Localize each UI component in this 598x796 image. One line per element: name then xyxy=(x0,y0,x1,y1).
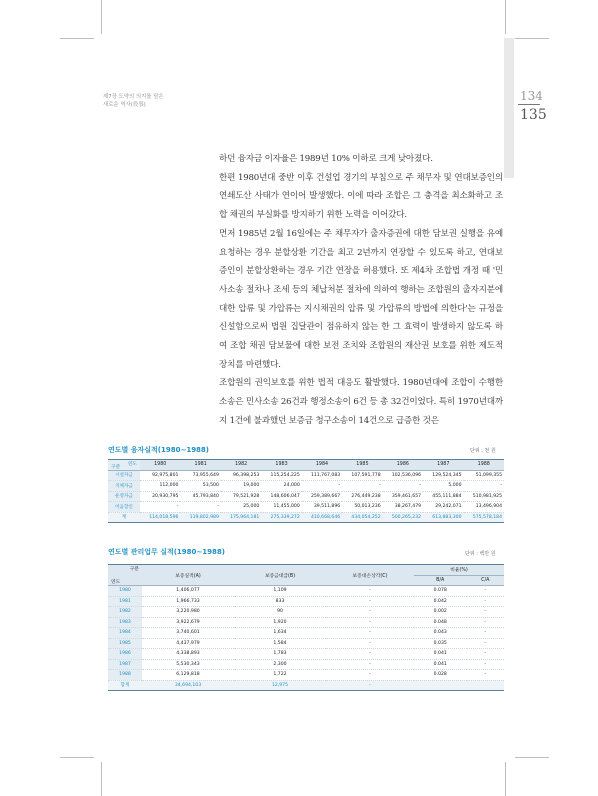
paragraph-1: 하던 융자금 이자율은 1989년 10% 이하로 크게 낮아졌다. xyxy=(219,154,433,164)
table-cell: 12,975 xyxy=(234,680,326,691)
management-results-table xyxy=(108,564,504,691)
table-row xyxy=(108,470,504,481)
row-label: 1982 xyxy=(108,607,142,618)
loan-results-table xyxy=(108,459,504,523)
table-cell: 0.002 xyxy=(414,607,467,618)
table1-header-row xyxy=(108,460,504,471)
column-header-ba: B/A xyxy=(414,575,467,586)
table-cell: 24,000 xyxy=(261,481,301,492)
table-cell: 6,129,818 xyxy=(142,670,234,681)
table-cell: 38,267,479 xyxy=(383,502,423,513)
table-row xyxy=(108,502,504,513)
table-cell: 50,013,236 xyxy=(342,502,382,513)
paragraph-2: 한편 1980년대 중반 이후 건설업 경기의 부침으로 주 채무자 및 연대보증인의 연쇄도산 사태가 연이어 발생했다. 이에 따라 조합은 그 충격을 최소화하고 조합 채권의 부실화를 방지하기 위한 노력을 이어갔다. xyxy=(219,172,503,221)
table2-corner xyxy=(108,565,142,586)
table-total-row xyxy=(108,680,504,691)
row-label: 운영자금 xyxy=(108,491,140,502)
table2-title: 연도별 관리업무 실적(1980~1988) xyxy=(108,548,225,556)
table-cell: 3,740,601 xyxy=(142,628,234,639)
table-cell: - xyxy=(326,670,414,681)
row-label: 1985 xyxy=(108,638,142,649)
table-cell: 92,975,801 xyxy=(140,470,180,481)
table-cell: - xyxy=(467,670,505,681)
crop-mark-top-left-h xyxy=(60,38,94,39)
paragraph-4: 조합원의 권익보호를 위한 법적 대응도 활발했다. 1980년대에 조합이 수행한 소송은 민사소송 26건과 행정소송이 6건 등 총 32건이었다. 특히 1970년대까지 1건에 불과했던 보증금 청구소송이 14건으로 급증한 것은 xyxy=(219,378,503,426)
table-cell: - xyxy=(140,502,180,513)
crop-mark-bottom-left-v xyxy=(101,762,102,796)
table-cell: 510,981,925 xyxy=(464,491,505,502)
table-cell: 20,930,795 xyxy=(140,491,180,502)
table-row xyxy=(108,607,504,618)
table1-corner xyxy=(108,460,140,471)
table-row xyxy=(108,670,504,681)
row-label: 1983 xyxy=(108,617,142,628)
paragraph-3: 먼저 1985년 2월 16일에는 주 채무자가 출자증권에 대한 담보권 실행을 유예 요청하는 경우 분할상환 기간을 최고 2년까지 연장할 수 있도록 하고, 연대보증인이 분할상환하는 경우 기간 연장을 허용했다. 또 제4차 조합법 개정 때 '민사소송 절차나 조세 등의 체납처분 절차에 의하여 행하는 조합원의 출자지분에 대한 압류 및 가압류는 지시채권의 압류 및 가압류의 방법에 의한다'는 규정을 신설함으로써 법원 집달관이 점유하지 않는 한 그 효력이 발생하지 않도록 하여 조합 채권 담보물에 대한 보전 조치와 조합원의 재산권 보호를 위한 제도적 장치를 마련했다. xyxy=(219,228,503,370)
table-row xyxy=(108,481,504,492)
table-row xyxy=(108,659,504,670)
table-cell: 96,398,253 xyxy=(221,470,261,481)
row-label: 1981 xyxy=(108,596,142,607)
table-cell: 5,000 xyxy=(423,481,463,492)
table-cell: 0.035 xyxy=(414,638,467,649)
table-cell: 275,339,272 xyxy=(261,512,301,523)
column-header-ca: C/A xyxy=(467,575,505,586)
table-cell: 276,449,238 xyxy=(342,491,382,502)
table-cell: 0.043 xyxy=(414,628,467,639)
table1-year-header: 1986 xyxy=(383,460,423,471)
table-cell: - xyxy=(326,617,414,628)
table1-title: 연도별 융자실적(1980~1988) xyxy=(108,446,209,454)
table-cell: 3,220,980 xyxy=(142,607,234,618)
crop-mark-top-right-v xyxy=(505,0,506,34)
table-cell: - xyxy=(467,617,505,628)
table-row xyxy=(108,491,504,502)
table-cell: 53,500 xyxy=(180,481,220,492)
table-row xyxy=(108,586,504,597)
row-label: 1980 xyxy=(108,586,142,597)
table-cell: 102,536,096 xyxy=(383,470,423,481)
table-cell: - xyxy=(326,649,414,660)
table-cell: 1,783 xyxy=(234,649,326,660)
table-cell: 112,000 xyxy=(140,481,180,492)
table-cell: 434,054,252 xyxy=(342,512,382,523)
table-cell: - xyxy=(326,628,414,639)
table-cell: - xyxy=(467,596,505,607)
table-cell: 455,111,884 xyxy=(423,491,463,502)
table-cell: 1,406,077 xyxy=(142,586,234,597)
row-label: 어음할인 xyxy=(108,502,140,513)
table-cell: 410,668,646 xyxy=(302,512,342,523)
table-cell xyxy=(414,680,467,691)
table1-year-header: 1980 xyxy=(140,460,180,471)
table-cell: 73,955,649 xyxy=(180,470,220,481)
table-cell: 51,099,355 xyxy=(464,470,505,481)
table-cell: - xyxy=(467,649,505,660)
table-cell: 613,883,300 xyxy=(423,512,463,523)
table-cell: 34,694,103 xyxy=(142,680,234,691)
table-cell: 1,722 xyxy=(234,670,326,681)
chapter-line-1: 제7장 도약의 의지를 담은 xyxy=(103,94,164,100)
table1-year-header: 1984 xyxy=(302,460,342,471)
table-cell: - xyxy=(383,481,423,492)
table-row xyxy=(108,617,504,628)
table-cell: 129,524,345 xyxy=(423,470,463,481)
crop-mark-bottom-left-h xyxy=(60,757,94,758)
table-cell: 19,000 xyxy=(221,481,261,492)
table-cell: 500,265,232 xyxy=(383,512,423,523)
column-header-ratio: 비율(%) xyxy=(414,565,504,576)
table-cell: 1,584 xyxy=(234,638,326,649)
table1-corner-bottom: 구분 xyxy=(111,464,121,470)
crop-mark-top-right-h xyxy=(515,38,549,39)
table-cell: - xyxy=(467,607,505,618)
table-cell: 5,530,343 xyxy=(142,659,234,670)
table-cell: 148,606,047 xyxy=(261,491,301,502)
page-number-divider xyxy=(518,104,540,105)
table-row xyxy=(108,628,504,639)
margin-shade xyxy=(504,38,514,178)
table-cell: 111,767,083 xyxy=(302,470,342,481)
table-cell: 29,242,071 xyxy=(423,502,463,513)
table-cell: 259,389,667 xyxy=(302,491,342,502)
table1-year-header: 1981 xyxy=(180,460,220,471)
table-cell: - xyxy=(180,502,220,513)
table1-year-header: 1987 xyxy=(423,460,463,471)
crop-mark-bottom-right-h xyxy=(515,757,549,758)
row-label: 1988 xyxy=(108,670,142,681)
table2-corner-bottom: 연도 xyxy=(111,580,121,585)
table-cell: - xyxy=(326,596,414,607)
table-cell: 4,338,893 xyxy=(142,649,234,660)
table-cell: 79,521,928 xyxy=(221,491,261,502)
table-cell: - xyxy=(326,586,414,597)
table-cell: 1,634 xyxy=(234,628,326,639)
table1-year-header: 1982 xyxy=(221,460,261,471)
chapter-header xyxy=(103,93,223,109)
table-cell: 11,455,000 xyxy=(261,502,301,513)
crop-mark-top-left-v xyxy=(101,0,102,34)
table-cell: 359,461,657 xyxy=(383,491,423,502)
table-cell: 115,254,225 xyxy=(261,470,301,481)
table-cell xyxy=(467,680,505,691)
table-cell: 1,109 xyxy=(234,586,326,597)
column-header-a: 보증실적(A) xyxy=(142,565,234,586)
chapter-line-2: 새로운 역사(役事) xyxy=(103,102,146,108)
table2-corner-top: 구분 xyxy=(129,567,139,572)
row-label: 계 xyxy=(108,512,140,523)
row-label: 합계 xyxy=(108,680,142,691)
table-cell: 45,793,840 xyxy=(180,491,220,502)
table-cell: 107,591,778 xyxy=(342,470,382,481)
table-row xyxy=(108,596,504,607)
row-label: 지체자금 xyxy=(108,481,140,492)
table1-corner-top: 연도 xyxy=(127,462,137,467)
table-cell: 114,018,596 xyxy=(140,512,180,523)
table-cell: 833 xyxy=(234,596,326,607)
table1-year-header: 1988 xyxy=(464,460,505,471)
column-header-c: 보증대손상각(C) xyxy=(326,565,414,586)
table-cell: 90 xyxy=(234,607,326,618)
crop-mark-bottom-right-v xyxy=(505,762,506,796)
table-cell: 0.041 xyxy=(414,659,467,670)
table-cell: 0.048 xyxy=(414,617,467,628)
table-total-row xyxy=(108,512,504,523)
body-text xyxy=(219,150,503,431)
table-cell: - xyxy=(326,638,414,649)
table-cell: - xyxy=(326,680,414,691)
table-cell: - xyxy=(326,659,414,670)
page-number-right: 135 xyxy=(520,107,547,123)
table-cell: 175,964,181 xyxy=(221,512,261,523)
table-cell: 1,966,733 xyxy=(142,596,234,607)
page-number-left: 134 xyxy=(520,89,543,103)
table-cell: - xyxy=(467,659,505,670)
table-cell: 39,511,896 xyxy=(302,502,342,513)
table-cell: 119,802,989 xyxy=(180,512,220,523)
table-cell: - xyxy=(467,638,505,649)
table1-year-header: 1985 xyxy=(342,460,382,471)
table-cell: 0.078 xyxy=(414,586,467,597)
table-cell: 1,920 xyxy=(234,617,326,628)
table1-year-header: 1983 xyxy=(261,460,301,471)
table-cell: 25,000 xyxy=(221,502,261,513)
table-cell: 3,922,679 xyxy=(142,617,234,628)
table-cell: - xyxy=(302,481,342,492)
table-cell: - xyxy=(467,586,505,597)
table-cell: - xyxy=(342,481,382,492)
table-cell: 13,496,904 xyxy=(464,502,505,513)
table2-unit: 단위 : 백만 원 xyxy=(465,551,496,557)
table-cell: 0.028 xyxy=(414,670,467,681)
table1-unit: 단위 : 천 원 xyxy=(470,448,496,454)
table-cell: 0.041 xyxy=(414,649,467,660)
table-row xyxy=(108,649,504,660)
row-label: 1986 xyxy=(108,649,142,660)
table-cell: - xyxy=(467,628,505,639)
row-label: 1984 xyxy=(108,628,142,639)
column-header-b: 보증금대급(B) xyxy=(234,565,326,586)
table-row xyxy=(108,638,504,649)
table-cell: 575,578,184 xyxy=(464,512,505,523)
table-cell: - xyxy=(464,481,505,492)
table-cell: 2,300 xyxy=(234,659,326,670)
table2-header-row xyxy=(108,565,504,576)
table-cell: 0.042 xyxy=(414,596,467,607)
table-cell: 4,437,979 xyxy=(142,638,234,649)
table-cell: - xyxy=(326,607,414,618)
row-label: 시설자금 xyxy=(108,470,140,481)
row-label: 1987 xyxy=(108,659,142,670)
